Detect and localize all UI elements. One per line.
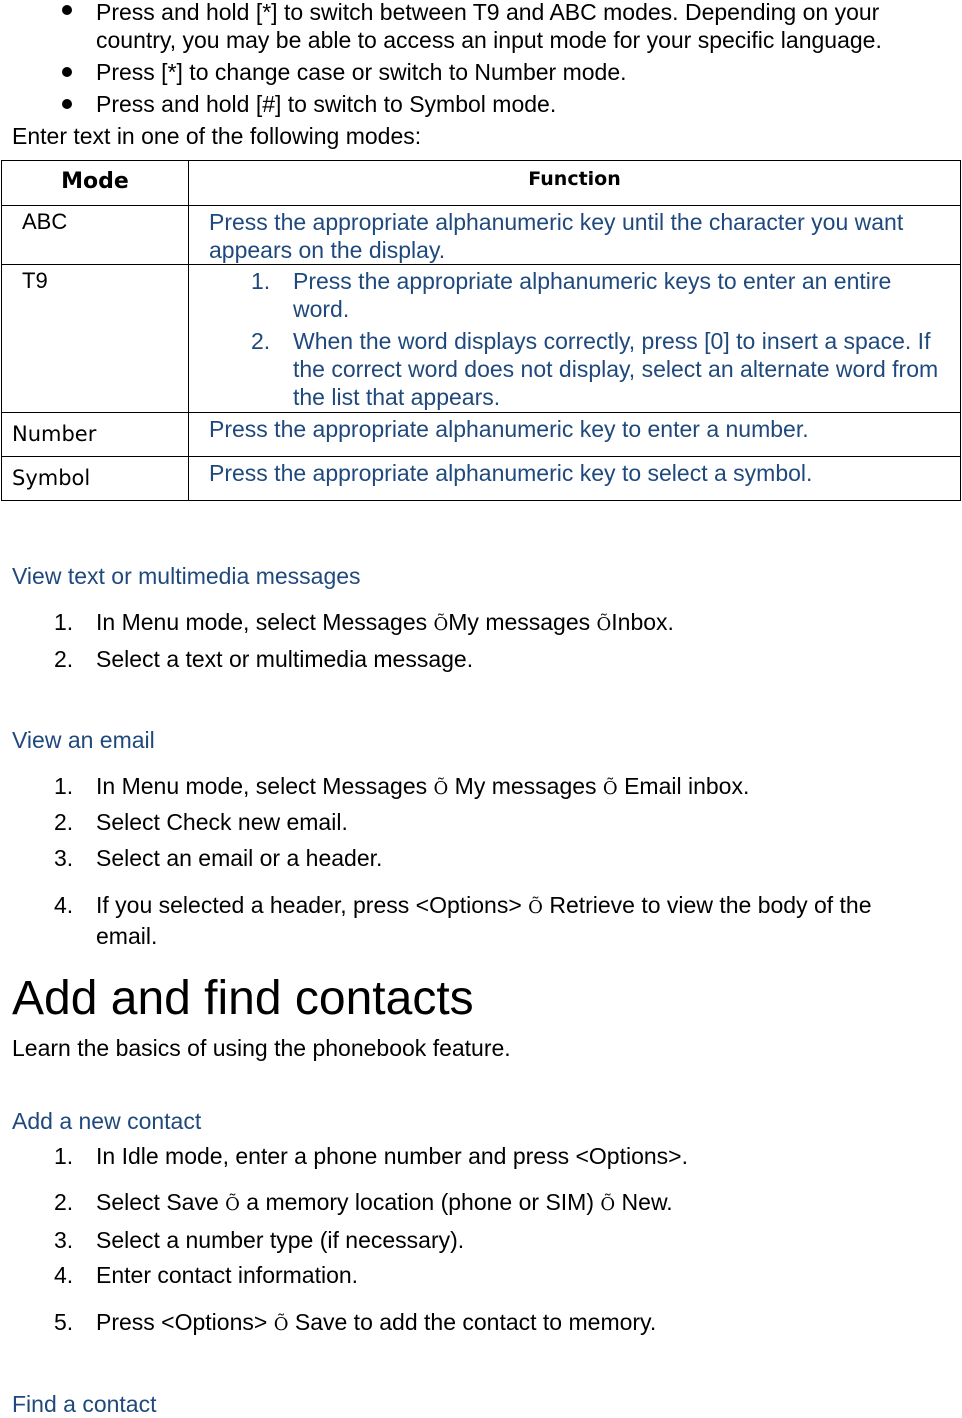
section-heading: Find a contact: [12, 1391, 157, 1417]
table-row: [2, 265, 961, 413]
bullet-text: country, you may be able to access an input mode for your specific language.: [96, 27, 882, 53]
mode-cell: ABC: [2, 206, 189, 265]
step-number: 1.: [54, 773, 74, 799]
table-row: [2, 413, 961, 457]
table-row: [2, 457, 961, 501]
step-number: 3.: [54, 1227, 74, 1253]
bullet-text: Press and hold [#] to switch to Symbol mode.: [96, 91, 557, 117]
function-cell: Press the appropriate alphanumeric key until the character you want appears on the display.: [189, 206, 961, 265]
bullet-dot: [62, 5, 72, 15]
header-function: Function: [189, 161, 961, 206]
step-number: 2.: [54, 809, 74, 835]
step-item: [251, 327, 952, 411]
bullet-dot: [62, 99, 72, 109]
function-cell: [189, 265, 961, 413]
step-text: Select an email or a header.: [96, 845, 383, 871]
step-number: 1.: [54, 1143, 74, 1169]
step-text: In Menu mode, select Messages Õ My messages Õ Email inbox.: [96, 773, 750, 799]
step-number: 3.: [54, 845, 74, 871]
input-modes-table: [1, 160, 961, 501]
step-text: Select a text or multimedia message.: [96, 646, 474, 672]
function-cell: Press the appropriate alphanumeric key to select a symbol.: [189, 457, 961, 501]
step-text: Select Check new email.: [96, 809, 348, 835]
section-heading: View text or multimedia messages: [12, 563, 361, 589]
step-text: If you selected a header, press <Options> Õ Retrieve to view the body of the: [96, 892, 872, 918]
step-item: [251, 267, 952, 323]
section-heading: Add a new contact: [12, 1108, 202, 1134]
step-text: When the word displays correctly, press [0] to insert a space. If the correct word does not display, select an alternate word from the list that appears.: [293, 328, 939, 410]
step-number: 1.: [54, 609, 74, 635]
step-number: 4.: [54, 892, 74, 918]
function-cell: Press the appropriate alphanumeric key to enter a number.: [189, 413, 961, 457]
bullet-text: Press [*] to change case or switch to Number mode.: [96, 59, 627, 85]
step-text: In Idle mode, enter a phone number and press <Options>.: [96, 1143, 688, 1169]
bullet-dot: [62, 67, 72, 77]
step-text: Press the appropriate alphanumeric keys to enter an entire word.: [293, 268, 892, 322]
step-number: 2.: [54, 1189, 74, 1215]
step-text: Select a number type (if necessary).: [96, 1227, 465, 1253]
bullet-text: Press and hold [*] to switch between T9 and ABC modes. Depending on your: [96, 0, 880, 25]
mode-cell: Symbol: [2, 457, 189, 501]
mode-cell: T9: [2, 265, 189, 413]
step-text: Enter contact information.: [96, 1262, 359, 1288]
table-header-row: [2, 161, 961, 206]
section-subtitle: Learn the basics of using the phonebook feature.: [12, 1035, 511, 1061]
section-heading: View an email: [12, 727, 155, 753]
step-number: 2.: [251, 328, 271, 354]
step-number: 1.: [251, 268, 271, 294]
step-text: Press <Options> Õ Save to add the contact to memory.: [96, 1309, 657, 1335]
header-mode: Mode: [2, 161, 189, 206]
step-number: 2.: [54, 646, 74, 672]
step-number: 5.: [54, 1309, 74, 1335]
step-text: email.: [96, 923, 158, 949]
table-intro: Enter text in one of the following modes:: [12, 123, 422, 149]
step-text: Select Save Õ a memory location (phone or SIM) Õ New.: [96, 1189, 673, 1215]
mode-cell: Number: [2, 413, 189, 457]
step-number: 4.: [54, 1262, 74, 1288]
step-text: In Menu mode, select Messages ÕMy messages ÕInbox.: [96, 609, 674, 635]
table-row: [2, 206, 961, 265]
page-title: Add and find contacts: [12, 972, 474, 1025]
